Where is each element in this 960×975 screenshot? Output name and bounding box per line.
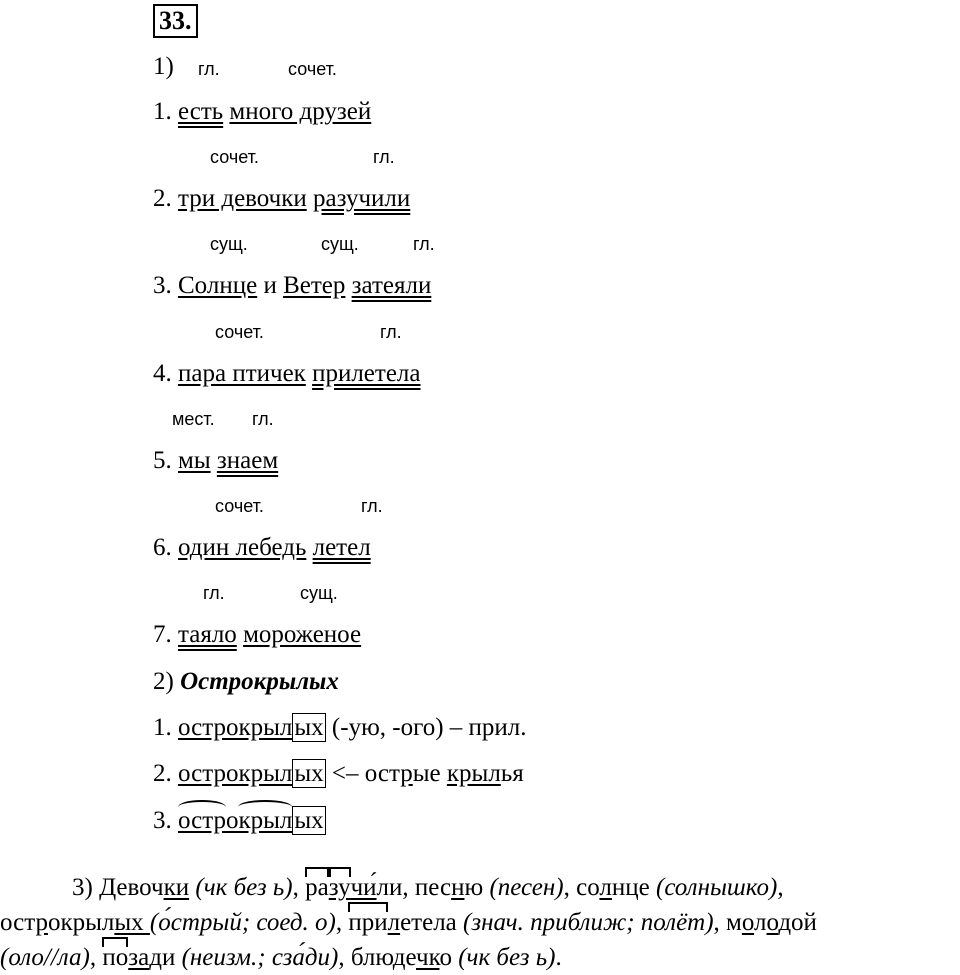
line-number: 6. [153,534,172,561]
tag: гл. [413,234,435,254]
task1-line-7 [153,620,361,650]
task1-line-2 [153,184,410,214]
t: л [599,874,612,901]
tag: гл. [373,147,395,167]
arrow: <– [325,760,365,787]
w1a: ост [364,760,401,787]
t: н [451,874,465,901]
line-number: 4. [153,360,172,387]
t: , м [713,909,742,936]
predicate: знаем [216,447,279,474]
t: (оло//ла) [0,944,90,971]
t: ых [114,909,150,936]
tag: сочет. [288,59,337,79]
note: (-ую, -ого) – прил. [325,714,527,741]
t: чк [416,944,440,971]
conjunction: и [263,272,277,299]
t: (о́стрый; соед. о) [149,909,336,936]
t: , со [563,874,600,901]
subject: один лебедь [178,534,307,561]
task2-heading [153,667,339,697]
t: нце [611,874,656,901]
t: (чк без ь) [458,944,556,971]
word-ending: ых [294,807,324,834]
task1-line-1 [153,97,371,127]
line-number: 7. [153,621,172,648]
t: ки [163,874,190,901]
subject: много друзей [229,98,372,125]
w2b: ь [500,760,513,787]
t: , [292,874,306,901]
t: по [102,940,128,975]
line-number: 1. [153,98,172,125]
subject: три девочки [178,185,307,212]
tag: сущ. [210,234,248,254]
tag: гл. [252,409,274,429]
task3-label: 3) [72,874,93,901]
task2-line-2 [153,759,524,789]
task1-line-3 [153,271,431,301]
t: дой [778,909,817,936]
t: о [766,909,779,936]
t: р [35,909,48,936]
tag: мест. [172,409,215,429]
predicate: есть [178,98,224,125]
t: (чк без ь) [189,874,293,901]
t: , [777,874,784,901]
t: при [348,905,387,940]
subject: Солнце [178,272,258,299]
predicate: летел [312,534,371,561]
task2-line-1 [153,713,527,743]
subject: пара птичек [178,360,306,387]
line-number: 2. [153,760,172,787]
t: ра [305,870,329,905]
t: ли [376,874,403,901]
task1-line-6 [153,533,371,563]
line-number: 3. [153,807,172,834]
t: , блюде [338,944,416,971]
tag: сочет. [210,147,259,167]
t: ди [149,944,182,971]
t: л [754,909,767,936]
t: етела [400,909,464,936]
t: , [335,909,349,936]
t: о [741,909,755,936]
task3-paragraph [0,870,960,975]
tag: сочет. [215,496,264,516]
t: , пес [402,874,452,901]
t: чи [350,874,377,901]
t: за [128,944,150,971]
t: ост [0,909,36,936]
t: (песен) [489,874,564,901]
exercise-number: 33. [153,4,198,38]
word-stem: острокрыл [178,760,293,787]
t: Девоч [99,874,164,901]
predicate: таяло [178,621,237,648]
w1b: р [400,760,413,787]
subject: мы [178,447,211,474]
t: о [47,909,61,936]
root-2: крыл [238,807,293,834]
task2-word: Острокрылых [180,668,339,695]
w1c: ые [412,760,447,787]
predicate: разучили [313,185,411,212]
task2-line-3 [153,806,326,836]
line-number: 1. [153,714,172,741]
task1-line-5 [153,446,278,476]
t: , [89,944,103,971]
task1-line-4 [153,359,421,389]
line-number: 2. [153,185,172,212]
t: (солнышко) [656,874,778,901]
t: крыл [60,909,115,936]
word-ending: ых [294,714,324,741]
tag: сущ. [321,234,359,254]
word-stem: острокрыл [178,714,293,741]
predicate: затеяли [351,272,432,299]
t: ю [464,874,490,901]
subject: Ветер [283,272,346,299]
task2-label: 2) [153,668,174,695]
t: о [439,944,459,971]
word-ending: ых [294,760,324,787]
tag: гл. [203,583,225,603]
tag: сочет. [215,322,264,342]
connecting-vowel: о [225,807,239,834]
tag: гл. [198,59,220,79]
task1-label: 1) [153,53,174,80]
line-number: 3. [153,272,172,299]
t: л [387,909,401,936]
line-number: 5. [153,447,172,474]
tag: гл. [380,322,402,342]
root-1: остр [178,807,226,834]
t: зу [329,870,351,905]
w2a: крыл [446,760,501,787]
t: (неизм.; сза́ди) [181,944,339,971]
predicate: прилетела [312,360,421,387]
t: . [555,944,562,971]
t: (знач. приближ; полёт) [463,909,714,936]
w2c: я [512,760,524,787]
tag: гл. [361,496,383,516]
tag: сущ. [300,583,338,603]
subject: мороженое [243,621,362,648]
